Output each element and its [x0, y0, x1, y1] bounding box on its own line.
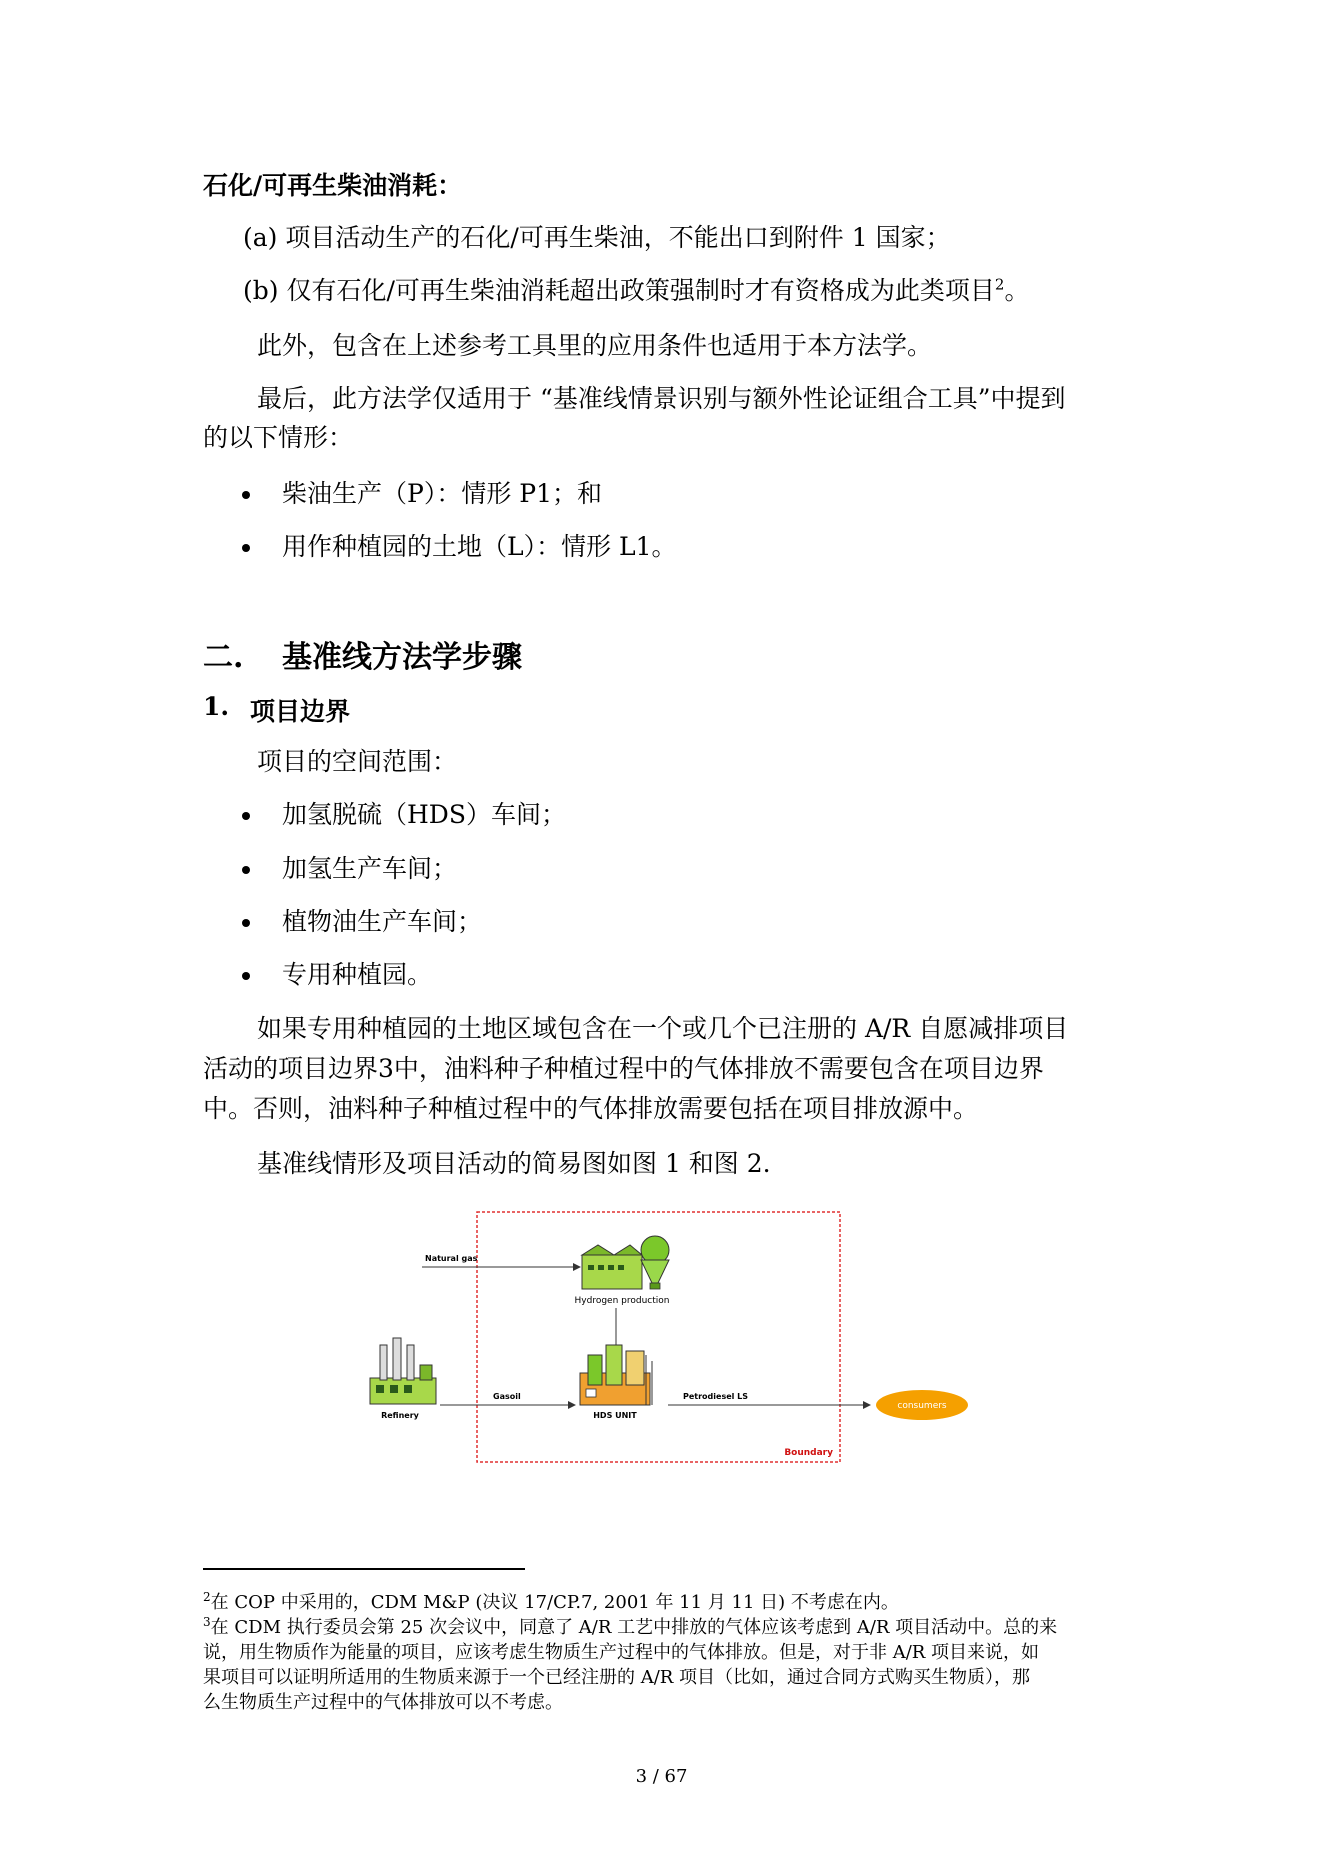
- footnote-2: [203, 1590, 899, 1615]
- footnote-3-line2: 说，用生物质作为能量的项目，应该考虑生物质生产过程中的气体排放。但是，对于非 A/R 项目来说，如: [203, 1642, 1040, 1663]
- para-additional-conditions: 此外，包含在上述参考工具里的应用条件也适用于本方法学。: [257, 331, 933, 360]
- hds-unit-icon: [580, 1345, 652, 1405]
- subsection-title: 项目边界: [250, 697, 351, 726]
- bullet-scenario-l: 用作种植园的土地（L）：情形 L1。: [282, 532, 677, 561]
- para-plantation-line1: 如果专用种植园的土地区域包含在一个或几个已注册的 A/R 自愿减排项目: [257, 1014, 1069, 1043]
- gasoil-label: Gasoil: [493, 1392, 521, 1401]
- refinery-icon: [370, 1338, 436, 1404]
- footnote-3-line3: 果项目可以证明所适用的生物质来源于一个已经注册的 A/R 项目（比如，通过合同方式购买生物质），那: [203, 1667, 1031, 1688]
- bullet-scope-plantation: 专用种植园。: [282, 960, 433, 989]
- para-spatial-scope: 项目的空间范围：: [257, 747, 458, 776]
- hydrogen-production-icon: [582, 1236, 669, 1289]
- hds-unit-label: HDS UNIT: [593, 1411, 637, 1420]
- bullet-dot: [242, 972, 250, 980]
- footnote-3-number: 3: [203, 1615, 211, 1629]
- footnote-3-line4: 么生物质生产过程中的气体排放可以不考虑。: [203, 1692, 563, 1713]
- footnote-2-text: 在 COP 中采用的，CDM M&P (决议 17/CP.7, 2001 年 11 月 11 日) 不考虑在内。: [210, 1592, 899, 1613]
- bullet-scope-hydrogen: 加氢生产车间；: [282, 854, 458, 883]
- page-number: 3 / 67: [635, 1766, 688, 1787]
- footnote-3-text-line1: 在 CDM 执行委员会第 25 次会议中，同意了 A/R 工艺中排放的气体应该考虑到 A/R 项目活动中。总的来: [210, 1617, 1058, 1638]
- section-number: 二.: [203, 640, 244, 675]
- consumers-label: consumers: [897, 1401, 947, 1411]
- natural-gas-label: Natural gas: [425, 1254, 478, 1263]
- footnote-ref-2[interactable]: 2: [994, 275, 1005, 294]
- refinery-label: Refinery: [381, 1411, 419, 1420]
- condition-a: (a) 项目活动生产的石化/可再生柴油，不能出口到附件 1 国家；: [243, 223, 951, 252]
- bullet-scope-vegoil: 植物油生产车间；: [282, 907, 483, 936]
- footnote-2-number: 2: [203, 1590, 211, 1604]
- subsection-number: 1.: [203, 692, 230, 721]
- heading-diesel-consumption: 石化/可再生柴油消耗：: [203, 171, 463, 200]
- section-title: 基准线方法学步骤: [282, 640, 522, 675]
- condition-b-end: 。: [1004, 276, 1030, 305]
- bullet-dot: [242, 919, 250, 927]
- para-finally-line2: 的以下情形：: [203, 423, 354, 452]
- footnote-rule: [203, 1568, 525, 1570]
- bullet-scenario-p: 柴油生产（P）：情形 P1；和: [282, 479, 602, 508]
- condition-b: [243, 275, 1029, 307]
- bullet-dot: [242, 491, 250, 499]
- condition-b-text: (b) 仅有石化/可再生柴油消耗超出政策强制时才有资格成为此类项目: [243, 276, 995, 305]
- bullet-dot: [242, 866, 250, 874]
- petrodiesel-label: Petrodiesel LS: [683, 1392, 749, 1401]
- footnote-3-line1: [203, 1615, 1057, 1640]
- boundary-label: Boundary: [784, 1448, 833, 1458]
- bullet-dot: [242, 544, 250, 552]
- baseline-diagram: [360, 1205, 980, 1470]
- hydrogen-production-label: Hydrogen production: [574, 1296, 670, 1306]
- bullet-dot: [242, 812, 250, 820]
- para-figure-ref: 基准线情形及项目活动的简易图如图 1 和图 2.: [257, 1149, 771, 1178]
- para-finally-line1: 最后，此方法学仅适用于 “基准线情景识别与额外性论证组合工具”中提到: [257, 384, 1066, 413]
- bullet-scope-hds: 加氢脱硫（HDS）车间；: [282, 800, 566, 829]
- para-plantation-line2: 活动的项目边界3中，油料种子种植过程中的气体排放不需要包含在项目边界: [203, 1054, 1044, 1083]
- para-plantation-line3: 中。否则，油料种子种植过程中的气体排放需要包括在项目排放源中。: [203, 1094, 979, 1123]
